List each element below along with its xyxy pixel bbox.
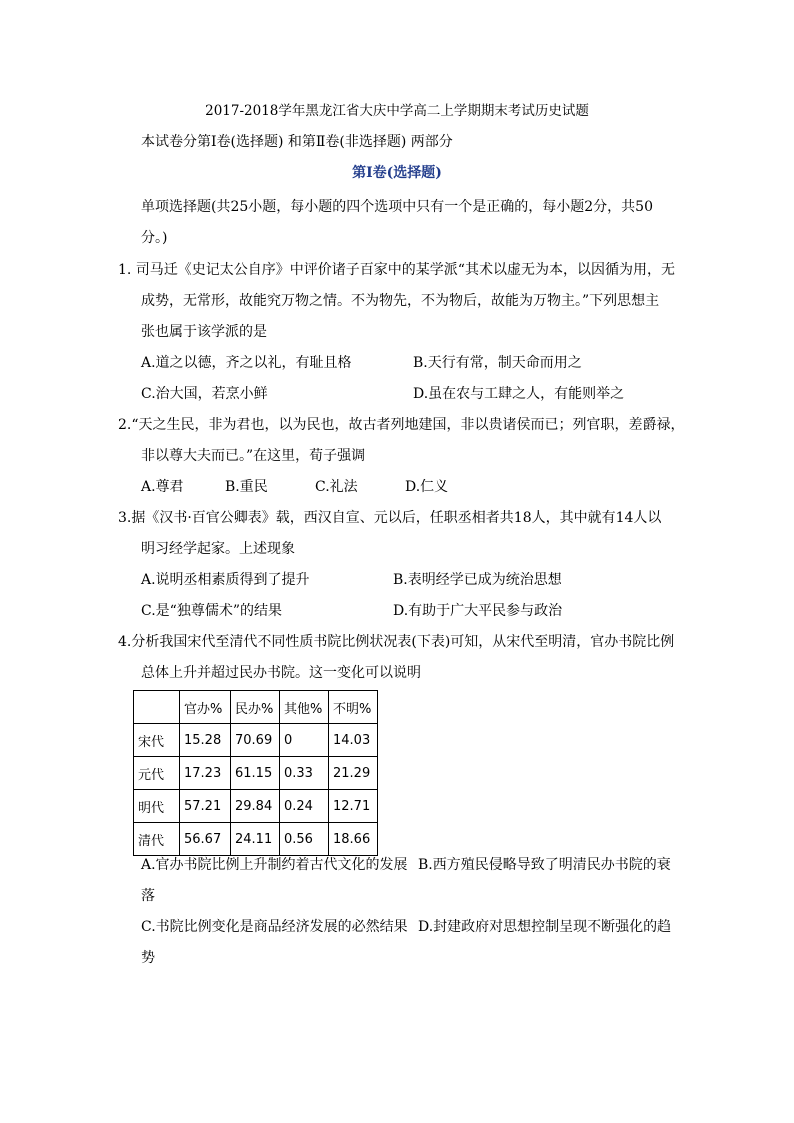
table-cell: 15.28 xyxy=(180,724,231,757)
table-row xyxy=(134,724,378,757)
q4-option-a: A.官办书院比例上升制约着古代文化的发展 xyxy=(141,857,408,873)
q2-stem-line-1: 2.“天之生民，非为君也，以为民也，故古者列地建国，非以贵诸侯而已；列官职，差爵禄， xyxy=(118,417,685,433)
q4-option-b-line-2: 落 xyxy=(141,888,155,904)
table-cell: 14.03 xyxy=(329,724,378,757)
table-row xyxy=(134,757,378,790)
section-heading: 第Ⅰ卷(选择题) xyxy=(352,165,442,181)
table-cell: 57.21 xyxy=(180,790,231,823)
table-cell: 56.67 xyxy=(180,823,231,856)
q4-stem-line-1: 4.分析我国宋代至清代不同性质书院比例状况表(下表)可知，从宋代至明清，官办书院比例 xyxy=(118,634,675,650)
table-header-cell: 其他% xyxy=(280,691,329,724)
q1-option-c: C.治大国，若烹小鲜 xyxy=(141,386,268,402)
table-cell: 12.71 xyxy=(329,790,378,823)
q1-stem-line-2: 成势，无常形，故能究万物之情。不为物先，不为物后，故能为万物主。”下列思想主 xyxy=(141,293,660,309)
q1-stem-line-1: 1. 司马迁《史记太公自序》中评价诸子百家中的某学派“其术以虚无为本，以因循为用，无 xyxy=(118,262,675,278)
table-cell: 元代 xyxy=(134,757,180,790)
exam-title: 2017-2018学年黑龙江省大庆中学高二上学期期末考试历史试题 xyxy=(205,103,589,119)
table-cell: 70.69 xyxy=(231,724,280,757)
table-cell: 29.84 xyxy=(231,790,280,823)
table-cell: 0.56 xyxy=(280,823,329,856)
table-cell: 24.11 xyxy=(231,823,280,856)
q1-option-b: B.天行有常，制天命而用之 xyxy=(413,355,582,371)
q4-option-d-line-2: 势 xyxy=(141,950,155,966)
q3-option-c: C.是“独尊儒术”的结果 xyxy=(141,603,282,619)
table-row xyxy=(134,823,378,856)
q3-option-b: B.表明经学已成为统治思想 xyxy=(393,572,562,588)
q2-option-c: C.礼法 xyxy=(315,479,358,495)
instructions-line-1: 单项选择题(共25小题，每小题的四个选项中只有一个是正确的，每小题2分，共50 xyxy=(141,199,653,215)
q4-option-b-line-1: B.西方殖民侵略导致了明清民办书院的衰 xyxy=(418,857,671,873)
q1-option-a: A.道之以德，齐之以礼，有耻且格 xyxy=(141,355,352,371)
table-header-row xyxy=(134,691,378,724)
q4-stem-line-2: 总体上升并超过民办书院。这一变化可以说明 xyxy=(141,665,421,681)
table-header-cell: 不明% xyxy=(329,691,378,724)
table-cell: 清代 xyxy=(134,823,180,856)
table-header-cell: 官办% xyxy=(180,691,231,724)
q2-option-a: A.尊君 xyxy=(141,479,184,495)
table-cell: 17.23 xyxy=(180,757,231,790)
q2-option-b: B.重民 xyxy=(225,479,268,495)
exam-intro: 本试卷分第Ⅰ卷(选择题) 和第Ⅱ卷(非选择题) 两部分 xyxy=(141,134,453,150)
table-cell: 0.33 xyxy=(280,757,329,790)
q3-stem-line-1: 3.据《汉书·百官公卿表》载，西汉自宣、元以后，任职丞相者共18人，其中就有14人以 xyxy=(118,510,662,526)
table-row xyxy=(134,790,378,823)
table-header-cell xyxy=(134,691,180,724)
q4-option-d-line-1: D.封建政府对思想控制呈现不断强化的趋 xyxy=(418,919,672,935)
q1-stem-line-3: 张也属于该学派的是 xyxy=(141,324,267,340)
academy-ratio-table xyxy=(133,690,378,856)
table-header-cell: 民办% xyxy=(231,691,280,724)
table-cell: 明代 xyxy=(134,790,180,823)
q3-stem-line-2: 明习经学起家。上述现象 xyxy=(141,541,295,557)
instructions-line-2: 分。) xyxy=(141,230,168,246)
q2-stem-line-2: 非以尊大夫而已。”在这里，荀子强调 xyxy=(141,448,366,464)
q1-option-d: D.虽在农与工肆之人，有能则举之 xyxy=(413,386,625,402)
table-cell: 宋代 xyxy=(134,724,180,757)
table-cell: 0.24 xyxy=(280,790,329,823)
table-cell: 21.29 xyxy=(329,757,378,790)
q3-option-d: D.有助于广大平民参与政治 xyxy=(393,603,563,619)
table-cell: 18.66 xyxy=(329,823,378,856)
q2-option-d: D.仁义 xyxy=(405,479,449,495)
q4-option-c: C.书院比例变化是商品经济发展的必然结果 xyxy=(141,919,408,935)
q3-option-a: A.说明丞相素质得到了提升 xyxy=(141,572,310,588)
table-cell: 0 xyxy=(280,724,329,757)
table-cell: 61.15 xyxy=(231,757,280,790)
